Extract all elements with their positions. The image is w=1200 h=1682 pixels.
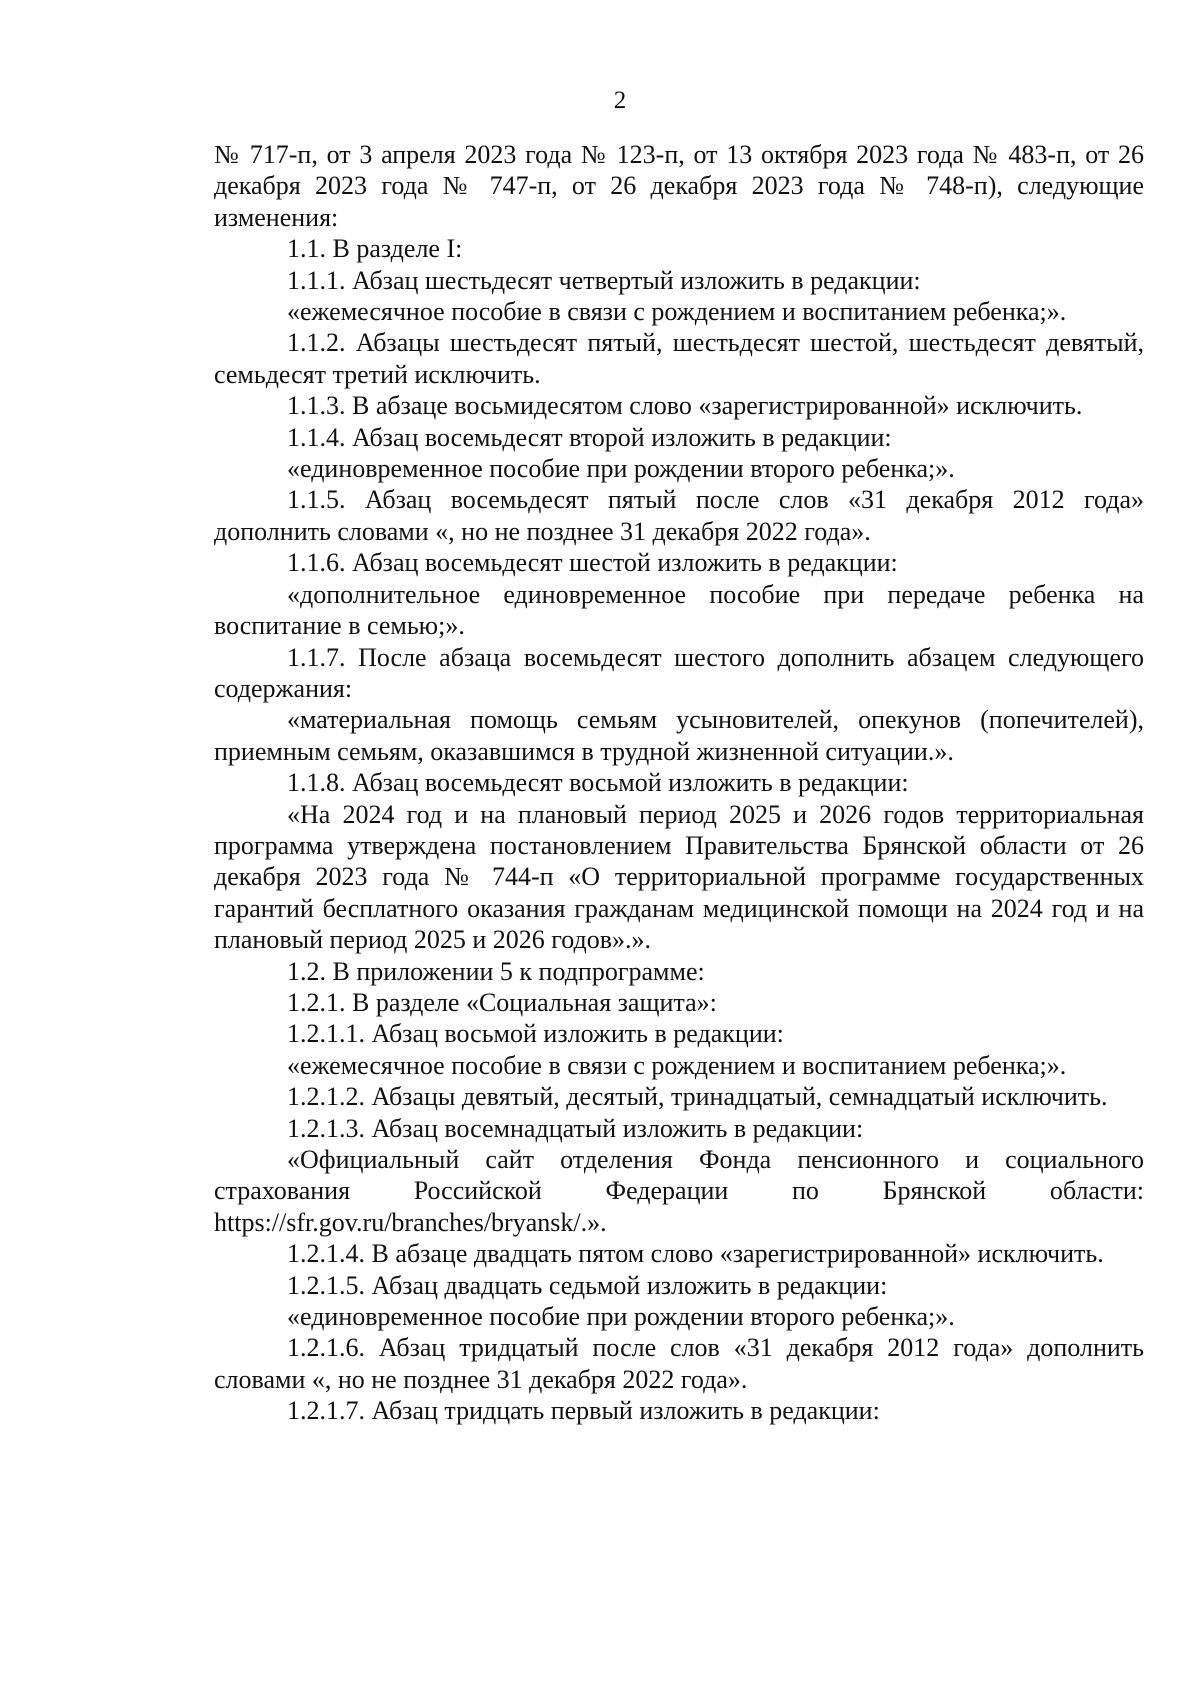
paragraph: «На 2024 год и на плановый период 2025 и 2026 годов территориальная программа утверждена постановлением Правительства Брянской области от 26 декабря 2023 года № 744-п «О территориальной программе государственных гарантий бесплатного оказания гражданам медицинской помощи на 2024 год и на плановый период 2025 и 2026 годов».». [214, 799, 1144, 955]
paragraph: 1.1.1. Абзац шестьдесят четвертый изложить в редакции: [287, 265, 921, 295]
paragraph: «дополнительное единовременное пособие при передаче ребенка на воспитание в семью;». [214, 579, 1144, 641]
paragraph: «единовременное пособие при рождении второго ребенка;». [287, 454, 955, 484]
paragraph: 1.2.1. В разделе «Социальная защита»: [287, 987, 717, 1017]
paragraph: 1.1.3. В абзаце восьмидесятом слово «зарегистрированной» исключить. [287, 391, 1083, 421]
paragraph: № 717-п, от 3 апреля 2023 года № 123-п, от 13 октября 2023 года № 483-п, от 26 декабря 2023 года № 747-п, от 26 декабря 2023 года № 748-п), следующие изменения: [214, 140, 1144, 232]
paragraph: «ежемесячное пособие в связи с рождением и воспитанием ребенка;». [287, 1050, 1067, 1080]
paragraph: 1.2.1.3. Абзац восемнадцатый изложить в редакции: [287, 1113, 864, 1143]
paragraph: 1.2.1.7. Абзац тридцать первый изложить в редакции: [287, 1396, 880, 1426]
paragraph: 1.2.1.4. В абзаце двадцать пятом слово «зарегистрированной» исключить. [287, 1239, 1104, 1269]
paragraph: 1.2.1.6. Абзац тридцатый после слов «31 декабря 2012 года» дополнить словами «, но не позднее 31 декабря 2022 года». [214, 1333, 1144, 1394]
paragraph: 1.2.1.2. Абзацы девятый, десятый, тринадцатый, семнадцатый исключить. [287, 1082, 1108, 1112]
page-number: 2 [613, 87, 627, 114]
document-body [214, 139, 1144, 1427]
paragraph: 1.1.2. Абзацы шестьдесят пятый, шестьдесят шестой, шестьдесят девятый, семьдесят третий исключить. [214, 328, 1144, 389]
paragraph: «единовременное пособие при рождении второго ребенка;». [287, 1302, 955, 1332]
paragraph: 1.1.8. Абзац восемьдесят восьмой изложить в редакции: [287, 768, 909, 798]
paragraph: 1.1.7. После абзаца восемьдесят шестого дополнить абзацем следующего содержания: [214, 642, 1144, 703]
paragraph: «материальная помощь семьям усыновителей, опекунов (попечителей), приемным семьям, оказавшимся в трудной жизненной ситуации.». [214, 705, 1144, 766]
paragraph: «ежемесячное пособие в связи с рождением и воспитанием ребенка;». [287, 297, 1067, 327]
paragraph: 1.2.1.5. Абзац двадцать седьмой изложить в редакции: [287, 1270, 888, 1300]
paragraph: 1.1.4. Абзац восемьдесят второй изложить в редакции: [287, 422, 892, 452]
paragraph: 1.1. В разделе I: [287, 234, 463, 264]
paragraph: «Официальный сайт отделения Фонда пенсионного и социального страхования Российской Федерации по Брянской области: https://sfr.gov.ru/branches/bryansk/.». [214, 1145, 1144, 1237]
paragraph: 1.1.5. Абзац восемьдесят пятый после слов «31 декабря 2012 года» дополнить словами «, но не позднее 31 декабря 2022 года». [214, 485, 1144, 546]
paragraph: 1.2. В приложении 5 к подпрограмме: [287, 956, 705, 986]
paragraph: 1.2.1.1. Абзац восьмой изложить в редакции: [287, 1019, 784, 1049]
paragraph: 1.1.6. Абзац восемьдесят шестой изложить в редакции: [287, 548, 898, 578]
